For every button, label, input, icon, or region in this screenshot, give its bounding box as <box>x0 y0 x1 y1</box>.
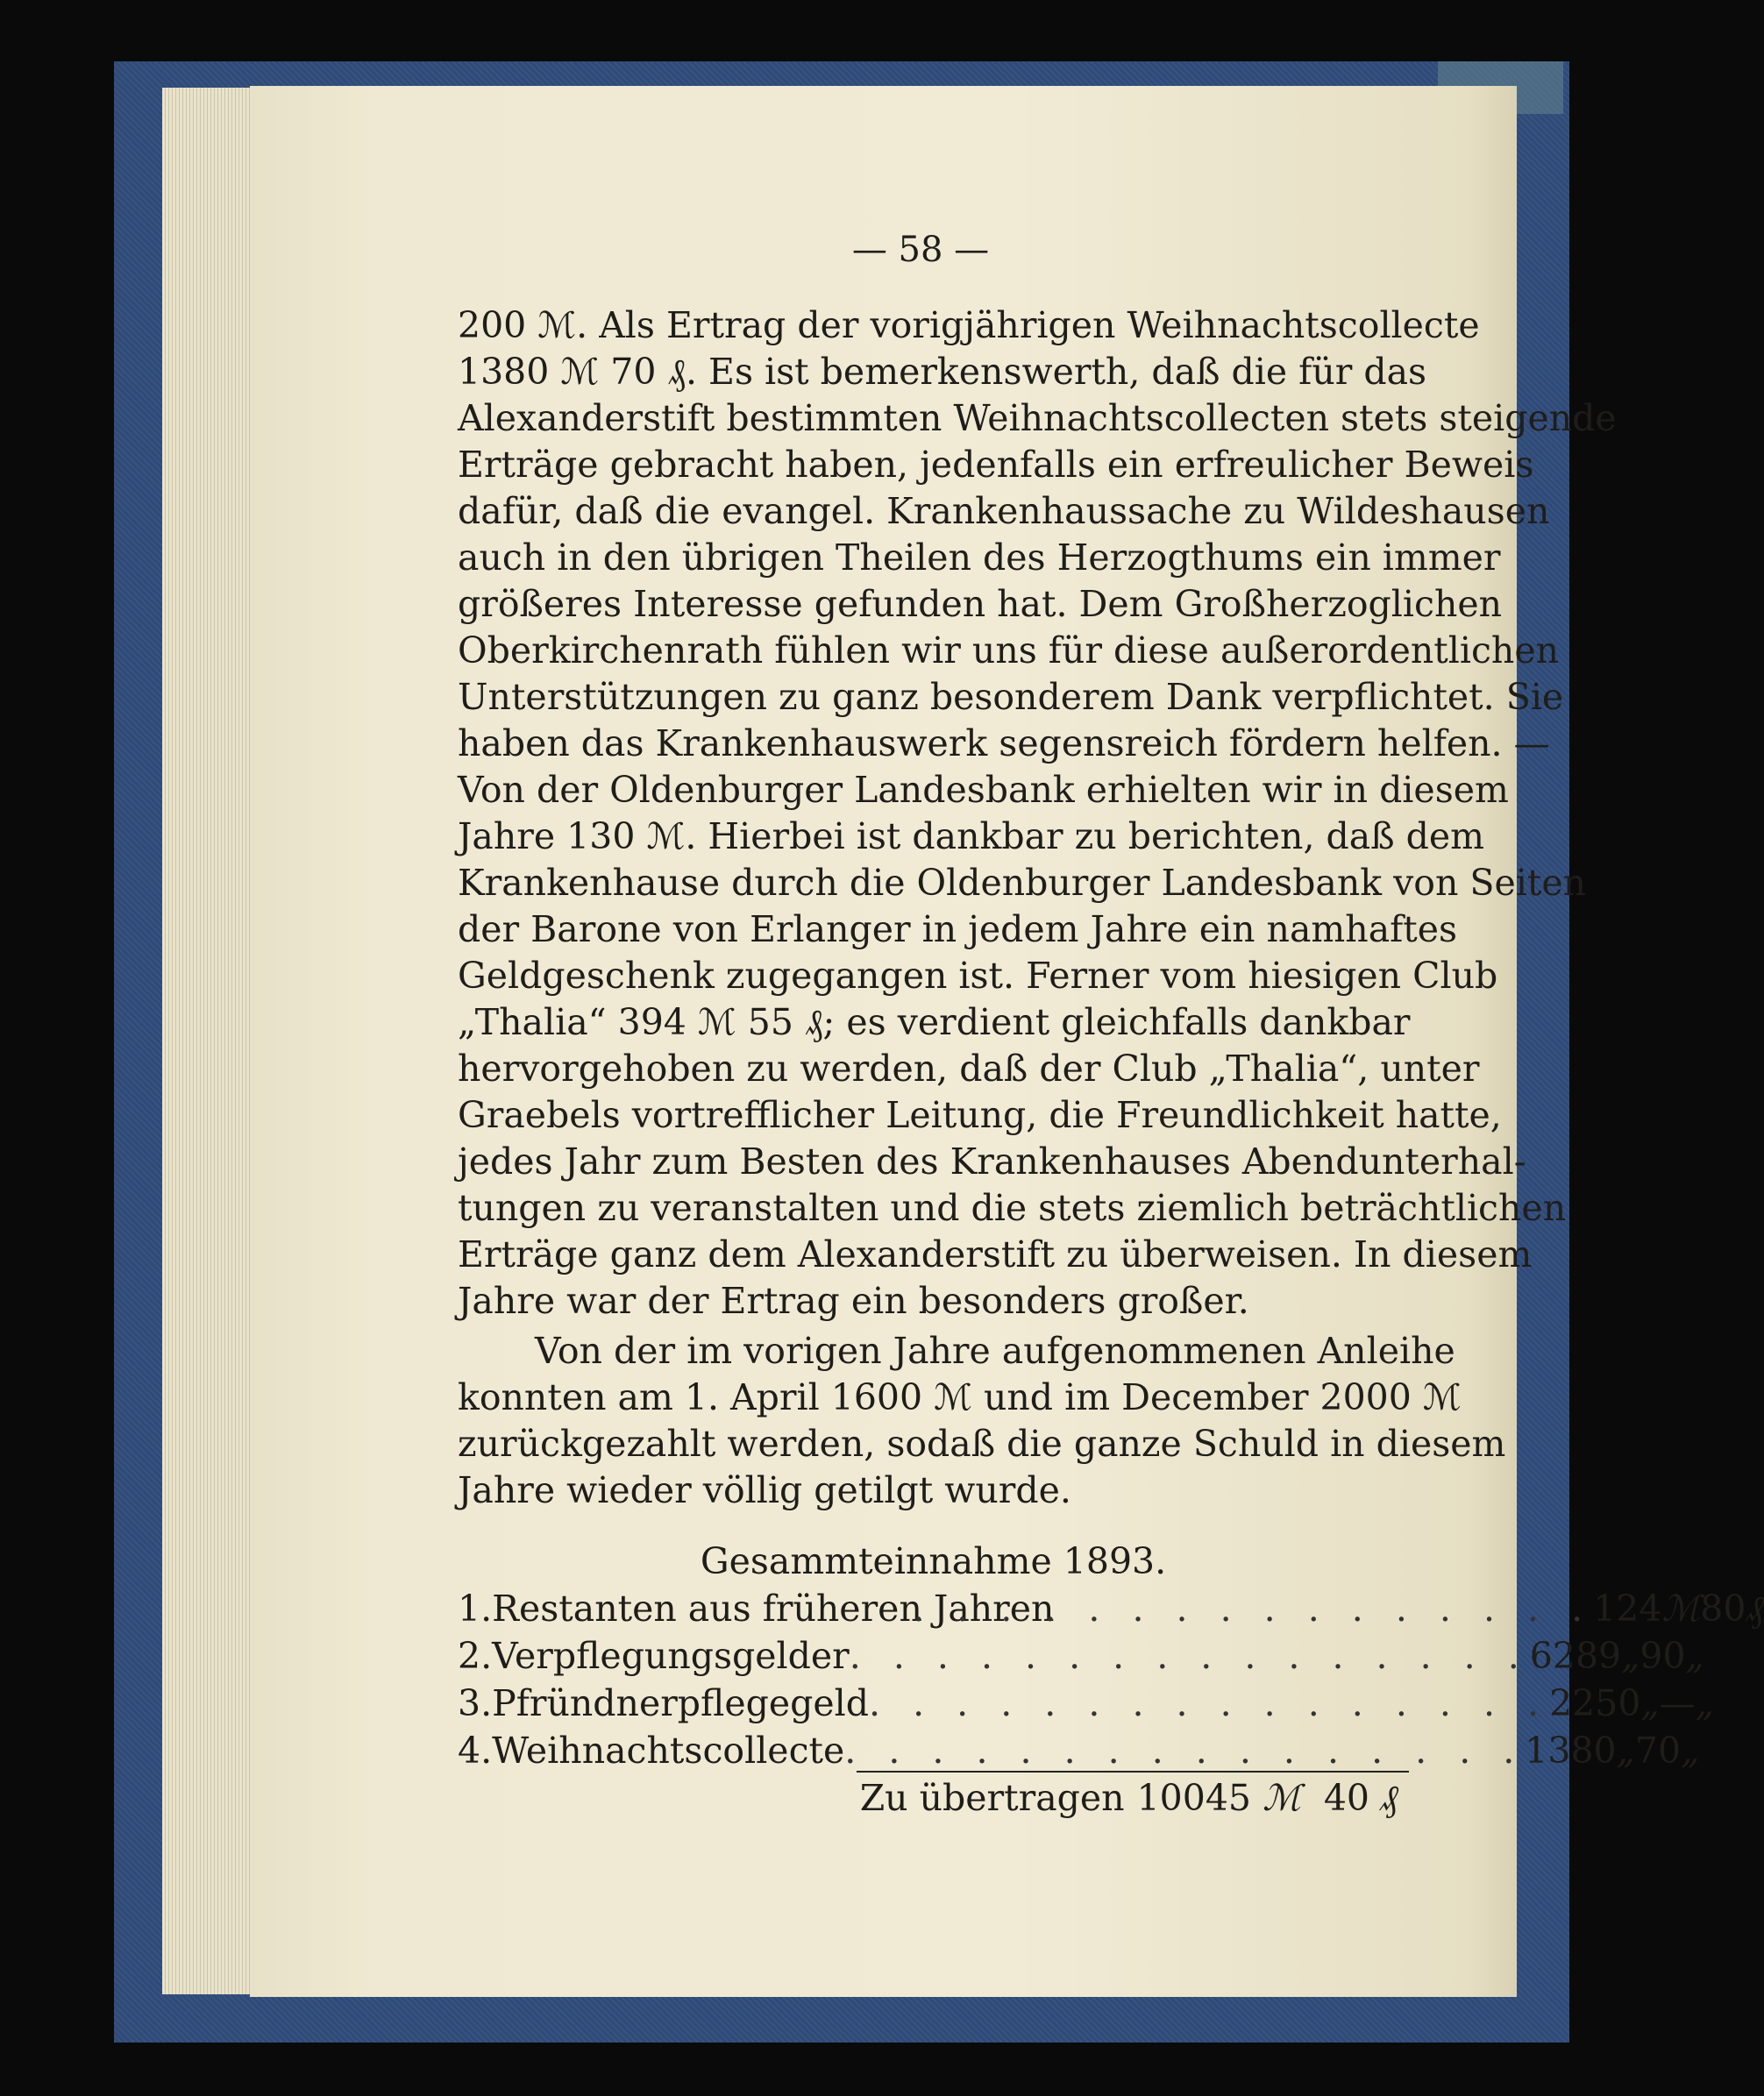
row-label: Restanten aus früheren Jahren <box>492 1588 1055 1630</box>
row-number: 1. <box>458 1588 493 1630</box>
row-amount: 2250 <box>1549 1682 1641 1724</box>
text-line: 1380 ℳ 70 ₰. Es ist bemerkenswerth, daß die für das <box>458 351 1427 393</box>
text-line: Krankenhause durch die Oldenburger Landesbank von Seiten <box>458 862 1587 904</box>
mark-symbol: ℳ <box>1263 1777 1301 1819</box>
ditto-mark: „ <box>1621 1635 1640 1677</box>
table-row <box>458 1727 1700 1774</box>
text-line: jedes Jahr zum Besten des Krankenhauses Abendunterhal- <box>458 1140 1526 1183</box>
row-pfennig: 90 <box>1640 1635 1686 1677</box>
text-line: Unterstützungen zu ganz besonderem Dank verpflichtet. Sie <box>458 676 1564 718</box>
text-line: 200 ℳ. Als Ertrag der vorigjährigen Weihnachtscollecte <box>458 304 1480 346</box>
text-line: Geldgeschenk zugegangen ist. Ferner vom hiesigen Club <box>458 955 1498 997</box>
leader-dots: . . . . . . . . . . . . . . . . <box>849 1635 1530 1677</box>
table-row <box>458 1632 1704 1680</box>
total-amount: 10045 <box>1136 1777 1251 1819</box>
row-amount: 124 <box>1593 1588 1662 1630</box>
text-line: Erträge gebracht haben, jedenfalls ein erfreulicher Beweis <box>458 444 1534 486</box>
leader-dots: . . . . . . . . . . . . . . . . <box>913 1588 1594 1630</box>
text-line: Von der Oldenburger Landesbank erhielten wir in diesem <box>458 769 1509 811</box>
row-label: Pfründnerpflegegeld <box>492 1682 870 1724</box>
text-line: Erträge ganz dem Alexanderstift zu überweisen. In diesem <box>458 1233 1533 1275</box>
text-line: tungen zu veranstalten und die stets ziemlich beträchtlichen <box>458 1187 1567 1229</box>
row-amount: 6289 <box>1529 1635 1622 1677</box>
row-number: 3. <box>458 1682 493 1724</box>
row-number: 4. <box>458 1730 493 1772</box>
text-line: Graebels vortrefflicher Leitung, die Freundlichkeit hatte, <box>458 1094 1502 1136</box>
paragraph-1 <box>458 302 1617 1325</box>
text-line: dafür, daß die evangel. Krankenhaussache zu Wildeshausen <box>458 490 1550 532</box>
total-pfennig: 40 <box>1323 1777 1369 1819</box>
text-line: Oberkirchenrath fühlen wir uns für diese außerordentlichen <box>458 629 1560 671</box>
leader-dots: . . . . . . . . . . . . . . . . <box>869 1682 1550 1724</box>
row-label: Weihnachtscollecte <box>492 1730 845 1772</box>
text-line: Von der im vorigen Jahre aufgenommenen Anleihe <box>535 1330 1455 1372</box>
page-edges <box>162 88 254 1994</box>
paragraph-2 <box>458 1328 1506 1514</box>
table-row <box>458 1680 1714 1727</box>
row-label: Verpflegungsgelder <box>492 1635 850 1677</box>
leader-dots: . . . . . . . . . . . . . . . . <box>844 1730 1526 1772</box>
row-pfennig: — <box>1659 1682 1696 1724</box>
total-label: Zu übertragen <box>859 1777 1125 1819</box>
table-heading: Gesammteinnahme 1893. <box>700 1540 1167 1582</box>
text-line: haben das Krankenhauswerk segensreich fördern helfen. — <box>458 722 1550 764</box>
ditto-mark: „ <box>1640 1682 1660 1724</box>
pfennig-symbol: ₰ <box>1746 1588 1764 1630</box>
text-line: zurückgezahlt werden, sodaß die ganze Schuld in diesem <box>458 1423 1506 1465</box>
total-rule <box>857 1771 1409 1773</box>
text-line: auch in den übrigen Theilen des Herzogthums ein immer <box>458 536 1501 579</box>
total-row <box>458 1774 1409 1822</box>
text-line: hervorgehoben zu werden, daß der Club „Thalia“, unter <box>458 1048 1480 1090</box>
page-number: — 58 — <box>851 230 990 270</box>
row-pfennig: 70 <box>1634 1730 1682 1772</box>
text-line: Alexanderstift bestimmten Weihnachtscollecten stets steigende <box>458 397 1617 439</box>
text-line: konnten am 1. April 1600 ℳ und im December 2000 ℳ <box>458 1376 1462 1418</box>
text-line: Jahre war der Ertrag ein besonders großer. <box>458 1280 1249 1322</box>
text-line: Jahre wieder völlig getilgt wurde. <box>458 1469 1071 1511</box>
row-pfennig: 80 <box>1700 1588 1746 1630</box>
text-line: der Barone von Erlanger in jedem Jahre ein namhaftes <box>458 908 1458 950</box>
ditto-mark: „ <box>1681 1730 1700 1772</box>
row-amount: 1380 <box>1525 1730 1617 1772</box>
text-line: „Thalia“ 394 ℳ 55 ₰; es verdient gleichfalls dankbar <box>458 1001 1411 1043</box>
text-line: größeres Interesse gefunden hat. Dem Großherzoglichen <box>458 583 1503 625</box>
ditto-mark: „ <box>1695 1682 1714 1724</box>
ditto-mark: „ <box>1685 1635 1704 1677</box>
text-line: Jahre 130 ℳ. Hierbei ist dankbar zu berichten, daß dem <box>458 815 1485 857</box>
income-table <box>458 1538 1764 1822</box>
pfennig-symbol: ₰ <box>1380 1777 1398 1819</box>
mark-symbol: ℳ <box>1661 1588 1701 1630</box>
ditto-mark: „ <box>1616 1730 1635 1772</box>
row-number: 2. <box>458 1635 493 1677</box>
table-row <box>458 1585 1764 1632</box>
